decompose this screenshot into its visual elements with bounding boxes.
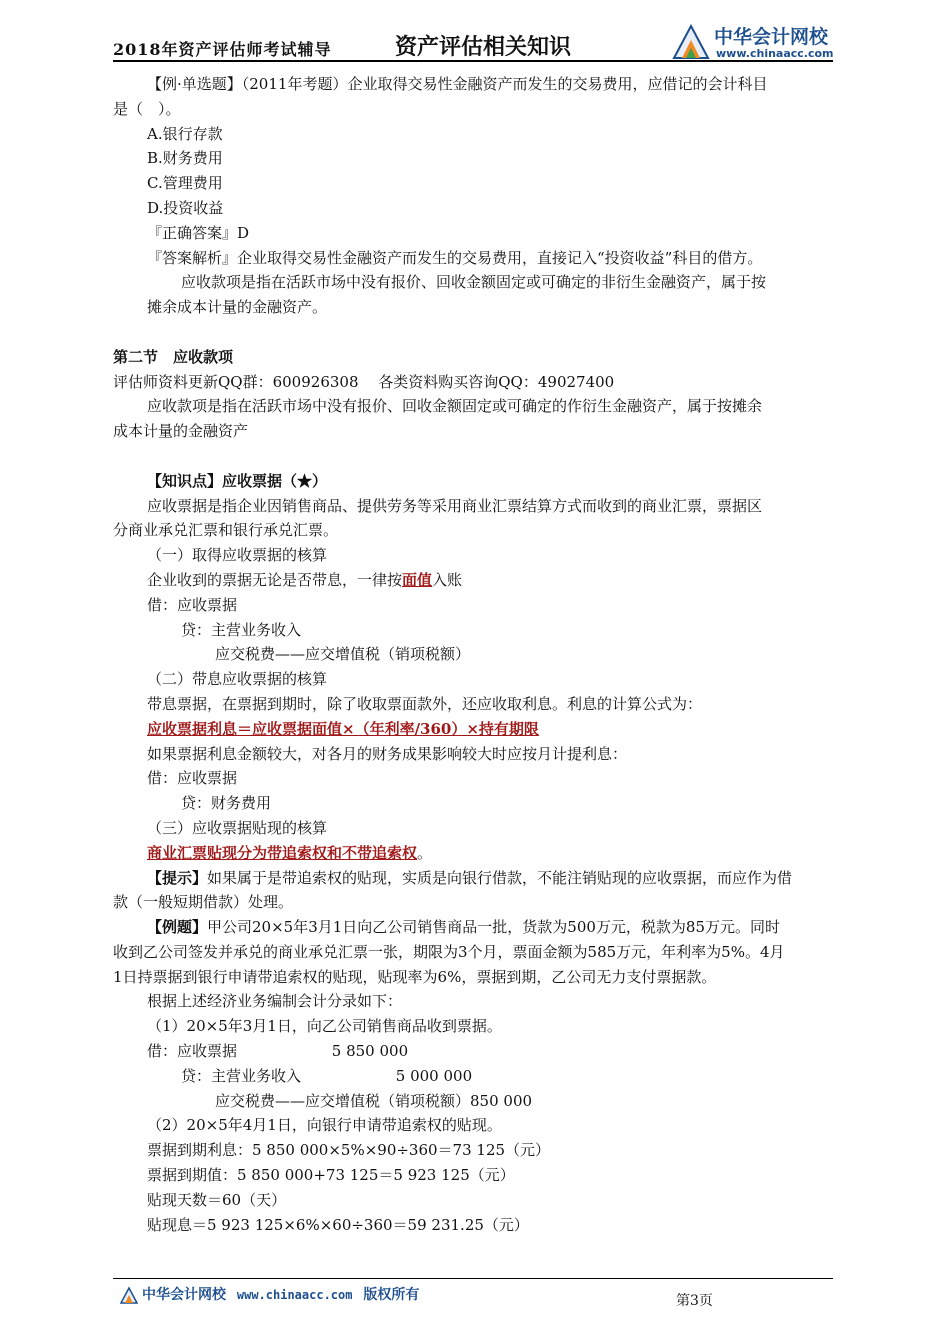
face-value-highlight: 面值 xyxy=(402,570,433,589)
header-subject-title: 资产评估相关知识 xyxy=(395,34,572,60)
page-header xyxy=(0,0,950,70)
option-d: D.投资收益 xyxy=(147,198,224,217)
footer-logo-icon xyxy=(120,1286,138,1304)
calc-discount-interest: 贴现息＝5 923 125×6%×60÷360＝59 231.25（元） xyxy=(147,1215,529,1234)
triangle-logo-icon xyxy=(672,22,710,60)
tip-label: 【提示】 xyxy=(147,868,208,887)
answer-analysis: 『答案解析』企业取得交易性金融资产而发生的交易费用，直接记入“投资收益”科目的借方。 xyxy=(147,248,763,267)
entry-1-credit-2: 应交税费——应交增值税（销项税额）850 000 xyxy=(215,1091,533,1110)
subsection-3-title: （三）应收票据贴现的核算 xyxy=(147,818,328,837)
entry-debit: 借：应收票据 xyxy=(147,595,238,614)
page-footer xyxy=(0,1270,950,1344)
s1-text-a: 企业收到的票据无论是否带息，一律按 xyxy=(147,570,403,589)
definition-line2: 成本计量的金融资产 xyxy=(113,422,249,441)
section-title: 第二节 应收款项 xyxy=(113,347,234,366)
document-body xyxy=(113,72,838,1237)
correct-answer: 『正确答案』D xyxy=(147,223,250,242)
footer-logo-text: 中华会计网校 xyxy=(142,1287,226,1303)
subsection-2-text: 带息票据，在票据到期时，除了收取票面款外，还应收取利息。利息的计算公式为： xyxy=(147,694,703,713)
s2-entry-credit: 贷：财务费用 xyxy=(181,794,272,813)
logo-url[interactable]: www.chinaacc.com xyxy=(716,47,834,60)
tip-line2: 款（一般短期借款）处理。 xyxy=(113,893,294,912)
entry-1-credit-1: 贷：主营业务收入 5 000 000 xyxy=(181,1066,473,1085)
tip-text: 如果属于是带追索权的贴现，实质是向银行借款，不能注销贴现的应收票据，而应作为借 xyxy=(207,868,793,887)
example-line1 xyxy=(113,915,838,940)
footer-rights: 版权所有 xyxy=(363,1287,420,1303)
calc-maturity-interest: 票据到期利息：5 850 000×5%×90÷360＝73 125（元） xyxy=(147,1141,551,1160)
interest-formula-text: 应收票据利息＝应收票据面值×（年利率/360）×持有期限 xyxy=(147,719,539,738)
entry-credit-1: 贷：主营业务收入 xyxy=(181,620,302,639)
header-divider xyxy=(113,60,833,62)
subsection-1-text xyxy=(113,568,838,593)
option-a: A.银行存款 xyxy=(147,124,223,143)
option-c: C.管理费用 xyxy=(147,174,223,193)
subsection-2-text2: 如果票据利息金额较大，对各月的财务成果影响较大时应按月计提利息： xyxy=(147,744,628,763)
calc-discount-days: 贴现天数＝60（天） xyxy=(147,1190,287,1209)
discount-types-text: 商业汇票贴现分为带追索权和不带追索权 xyxy=(147,843,418,862)
footer-divider xyxy=(113,1278,833,1279)
knowledge-point-title: 【知识点】应收票据（★） xyxy=(147,471,328,490)
example-text: 甲公司20×5年3月1日向乙公司销售商品一批，货款为500万元，税款为85万元。同时 xyxy=(207,918,781,937)
entry-credit-2: 应交税费——应交增值税（销项税额） xyxy=(215,645,471,664)
interest-formula xyxy=(113,717,838,742)
receivable-note-line2: 摊余成本计量的金融资产。 xyxy=(147,298,328,317)
question-stem-line1: 【例·单选题】（2011年考题）企业取得交易性金融资产而发生的交易费用，应借记的会计科目 xyxy=(147,75,768,93)
entry-1-title: （1）20×5年3月1日，向乙公司销售商品收到票据。 xyxy=(147,1017,502,1036)
logo-name: 中华会计网校 xyxy=(714,26,829,48)
knowledge-point-line1: 应收票据是指企业因销售商品、提供劳务等采用商业汇票结算方式而收到的商业汇票，票据区 xyxy=(147,496,763,515)
discount-types-period: 。 xyxy=(417,843,433,862)
page-number: 第3页 xyxy=(676,1293,713,1309)
subsection-2-title: （二）带息应收票据的核算 xyxy=(147,670,328,689)
header-logo[interactable] xyxy=(672,20,852,64)
example-label: 【例题】 xyxy=(147,918,208,937)
knowledge-point-line2: 分商业承兑汇票和银行承兑汇票。 xyxy=(113,521,339,540)
entry-1-debit: 借：应收票据 5 850 000 xyxy=(147,1042,409,1061)
example-line2: 收到乙公司签发并承兑的商业承兑汇票一张，期限为3个月，票面金额为585万元，年利率为5%。4月 xyxy=(113,942,785,961)
receivable-note-line1: 应收款项是指在活跃市场中没有报价、回收金额固定或可确定的非衍生金融资产，属于按 xyxy=(181,273,767,292)
entry-2-title: （2）20×5年4月1日，向银行申请带追索权的贴现。 xyxy=(147,1116,502,1135)
subsection-1-title: （一）取得应收票据的核算 xyxy=(147,546,328,565)
footer-brand[interactable] xyxy=(120,1284,419,1304)
footer-url[interactable]: www.chinaacc.com xyxy=(236,1288,353,1302)
question-stem-line2: 是（ ）。 xyxy=(113,99,181,118)
example-line3: 1日持票据到银行申请带追索权的贴现，贴现率为6%，票据到期，乙公司无力支付票据款。 xyxy=(113,967,717,986)
definition-line1: 应收款项是指在活跃市场中没有报价、回收金额固定或可确定的作衍生金融资产，属于按摊余 xyxy=(147,397,763,416)
s2-entry-debit: 借：应收票据 xyxy=(147,769,238,788)
s1-text-b: 入账 xyxy=(432,570,463,589)
option-b: B.财务费用 xyxy=(147,149,223,168)
qq-info-line: 评估师资料更新QQ群：600926308 各类资料购买咨询QQ：49027400 xyxy=(113,372,615,391)
calc-maturity-value: 票据到期值：5 850 000+73 125＝5 923 125（元） xyxy=(147,1166,515,1185)
tip-line1 xyxy=(113,866,838,891)
discount-types xyxy=(113,841,838,866)
example-intro: 根据上述经济业务编制会计分录如下： xyxy=(147,992,403,1011)
header-course-title: 2018年资产评估师考试辅导 xyxy=(113,40,332,59)
